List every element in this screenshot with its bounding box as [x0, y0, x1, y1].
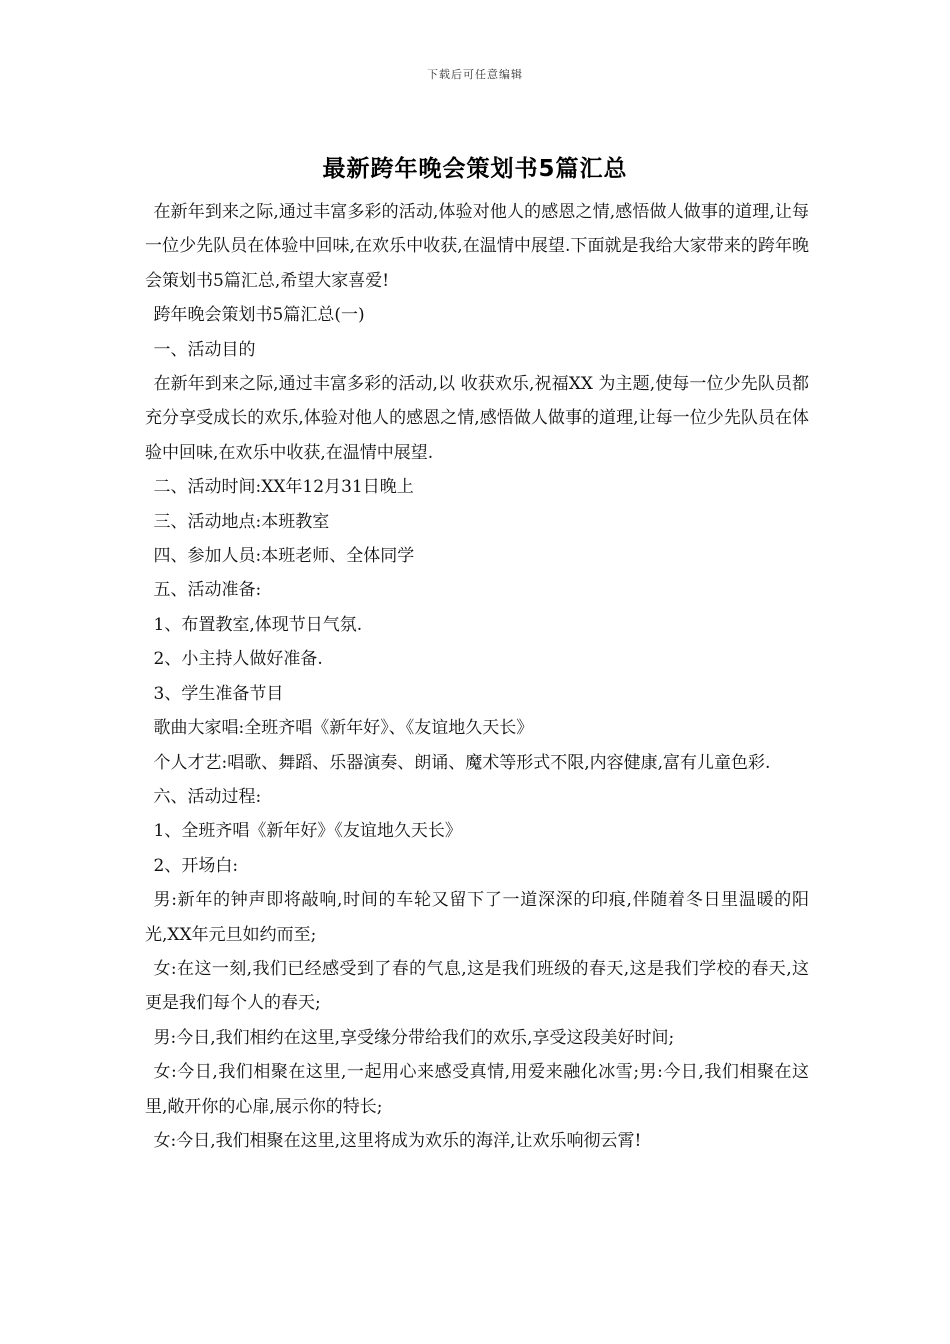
heading-activity-purpose: 一、活动目的	[153, 339, 256, 360]
intro-paragraph: 在新年到来之际,通过丰富多彩的活动,体验对他人的感恩之情,感悟做人做事的道理,让每一位少先队员在体验中回味,在欢乐中收获,在温情中展望.下面就是我给大家带来的跨年晚会策划书5篇汇总,希望大家喜爱!	[145, 202, 809, 291]
heading-preparation: 五、活动准备:	[153, 580, 262, 601]
dialogue-line: 女:今日,我们相聚在这里,这里将成为欢乐的海洋,让欢乐响彻云霄!	[153, 1130, 642, 1151]
document-title: 最新跨年晚会策划书5篇汇总	[322, 156, 628, 182]
dialogue-line: 女:在这一刻,我们已经感受到了春的气息,这是我们班级的春天,这是我们学校的春天,这更是我们每个人的春天;	[145, 958, 809, 1014]
section-heading: 跨年晚会策划书5篇汇总(一)	[153, 305, 365, 326]
list-item: 1、全班齐唱《新年好》《友谊地久天长》	[153, 821, 462, 842]
list-item: 2、开场白:	[153, 855, 239, 876]
list-item: 1、布置教室,体现节日气氛.	[153, 614, 363, 635]
dialogue-line: 男:新年的钟声即将敲响,时间的车轮又留下了一道深深的印痕,伴随着冬日里温暖的阳光,XX年元旦如约而至;	[145, 890, 809, 945]
heading-process: 六、活动过程:	[153, 786, 262, 807]
item-activity-location: 三、活动地点:本班教室	[153, 511, 330, 532]
paragraph-songs: 歌曲大家唱:全班齐唱《新年好》、《友谊地久天长》	[153, 718, 534, 739]
document-body	[145, 195, 809, 1158]
dialogue-line: 女:今日,我们相聚在这里,一起用心来感受真情,用爱来融化冰雪;男:今日,我们相聚在这里,敞开你的心扉,展示你的特长;	[145, 1062, 809, 1117]
list-item: 2、小主持人做好准备.	[153, 649, 323, 670]
list-item: 3、学生准备节目	[153, 683, 284, 704]
paragraph-activity-purpose: 在新年到来之际,通过丰富多彩的活动,以 收获欢乐,祝福XX 为主题,使每一位少先队员都充分享受成长的欢乐,体验对他人的感恩之情,感悟做人做事的道理,让每一位少先队员在体验中回味,在欢乐中收获,在温情中展望.	[145, 374, 809, 463]
item-participants: 四、参加人员:本班老师、全体同学	[153, 546, 415, 567]
item-activity-time: 二、活动时间:XX年12月31日晚上	[153, 477, 414, 498]
header-note: 下载后可任意编辑	[427, 68, 523, 81]
dialogue-line: 男:今日,我们相约在这里,享受缘分带给我们的欢乐,享受这段美好时间;	[153, 1027, 675, 1048]
paragraph-talents: 个人才艺:唱歌、舞蹈、乐器演奏、朗诵、魔术等形式不限,内容健康,富有儿童色彩.	[153, 752, 771, 773]
